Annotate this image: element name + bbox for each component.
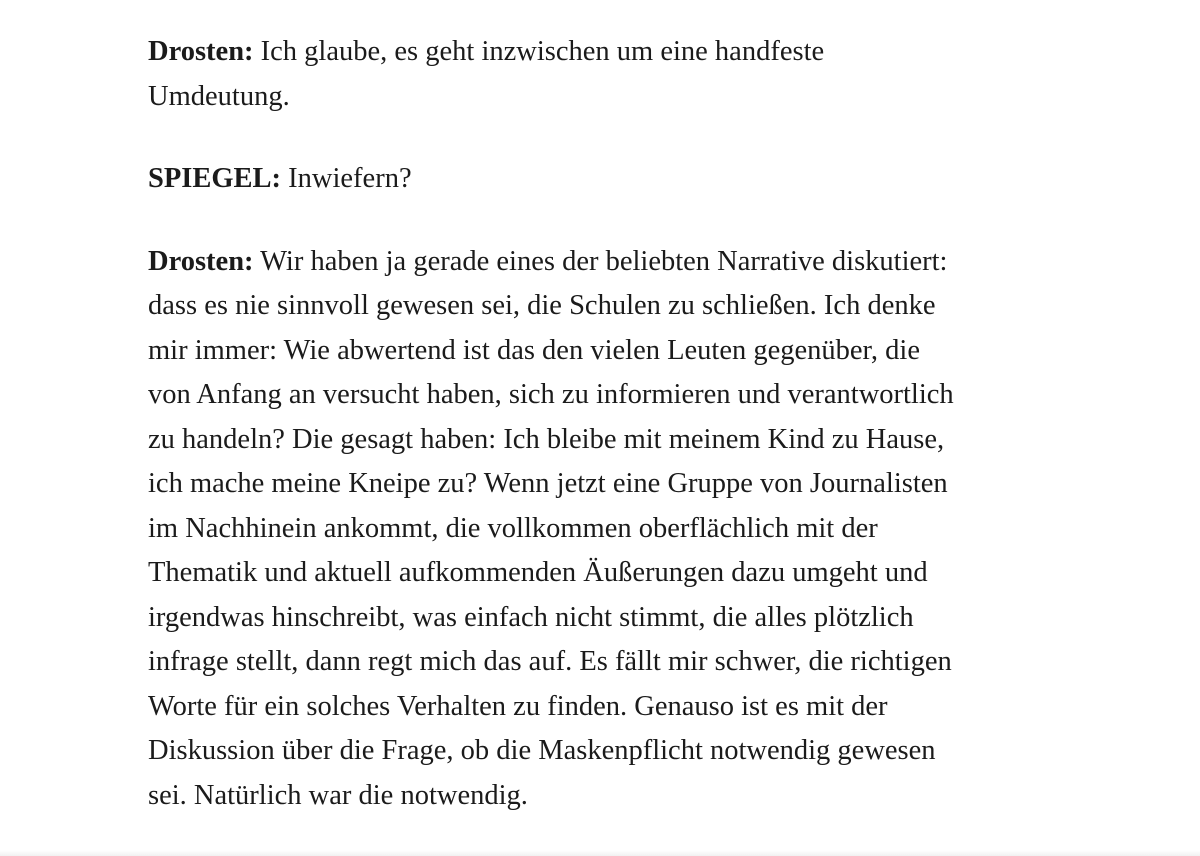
answer-paragraph [148, 240, 1078, 819]
speaker-label: Drosten: [148, 245, 254, 277]
paragraph-line: Thematik und aktuell aufkommenden Äußerungen dazu umgeht und [148, 557, 928, 588]
paragraph-line: von Anfang an versucht haben, sich zu informieren und verantwortlich [148, 379, 954, 410]
paragraph-line: Worte für ein solches Verhalten zu finden. Genauso ist es mit der [148, 690, 888, 722]
question-paragraph [148, 157, 1078, 202]
paragraph-line: sei. Natürlich war die notwendig. [148, 779, 528, 811]
page-bottom-edge [0, 850, 1200, 856]
speaker-label: Drosten: [148, 36, 254, 67]
paragraph-line: irgendwas hinschreibt, was einfach nicht stimmt, die alles plötzlich [148, 601, 914, 633]
answer-paragraph [148, 30, 1078, 119]
answer-text: Wir haben ja gerade eines der beliebten Narrative diskutiert: [260, 245, 948, 277]
speaker-label: SPIEGEL: [148, 163, 282, 194]
answer-text: Ich glaube, es geht inzwischen um eine handfeste [260, 36, 825, 67]
paragraph-line [148, 157, 1078, 202]
paragraph-line: dass es nie sinnvoll gewesen sei, die Schulen zu schließen. Ich denke [148, 290, 936, 321]
paragraph-line: Diskussion über die Frage, ob die Maskenpflicht notwendig gewesen [148, 735, 936, 766]
interview-text [148, 30, 1078, 856]
paragraph-line [148, 240, 1078, 285]
paragraph-line: mir immer: Wie abwertend ist das den vielen Leuten gegenüber, die [148, 334, 920, 366]
question-text: Inwiefern? [288, 163, 412, 194]
paragraph-line: im Nachhinein ankommt, die vollkommen oberflächlich mit der [148, 512, 878, 544]
paragraph-line: infrage stellt, dann regt mich das auf. Es fällt mir schwer, die richtigen [148, 646, 952, 677]
paragraph-line: ich mache meine Kneipe zu? Wenn jetzt eine Gruppe von Journalisten [148, 468, 948, 499]
paragraph-line: Umdeutung. [148, 80, 290, 112]
paragraph-line [148, 30, 1078, 75]
paragraph-line: zu handeln? Die gesagt haben: Ich bleibe mit meinem Kind zu Hause, [148, 423, 945, 455]
